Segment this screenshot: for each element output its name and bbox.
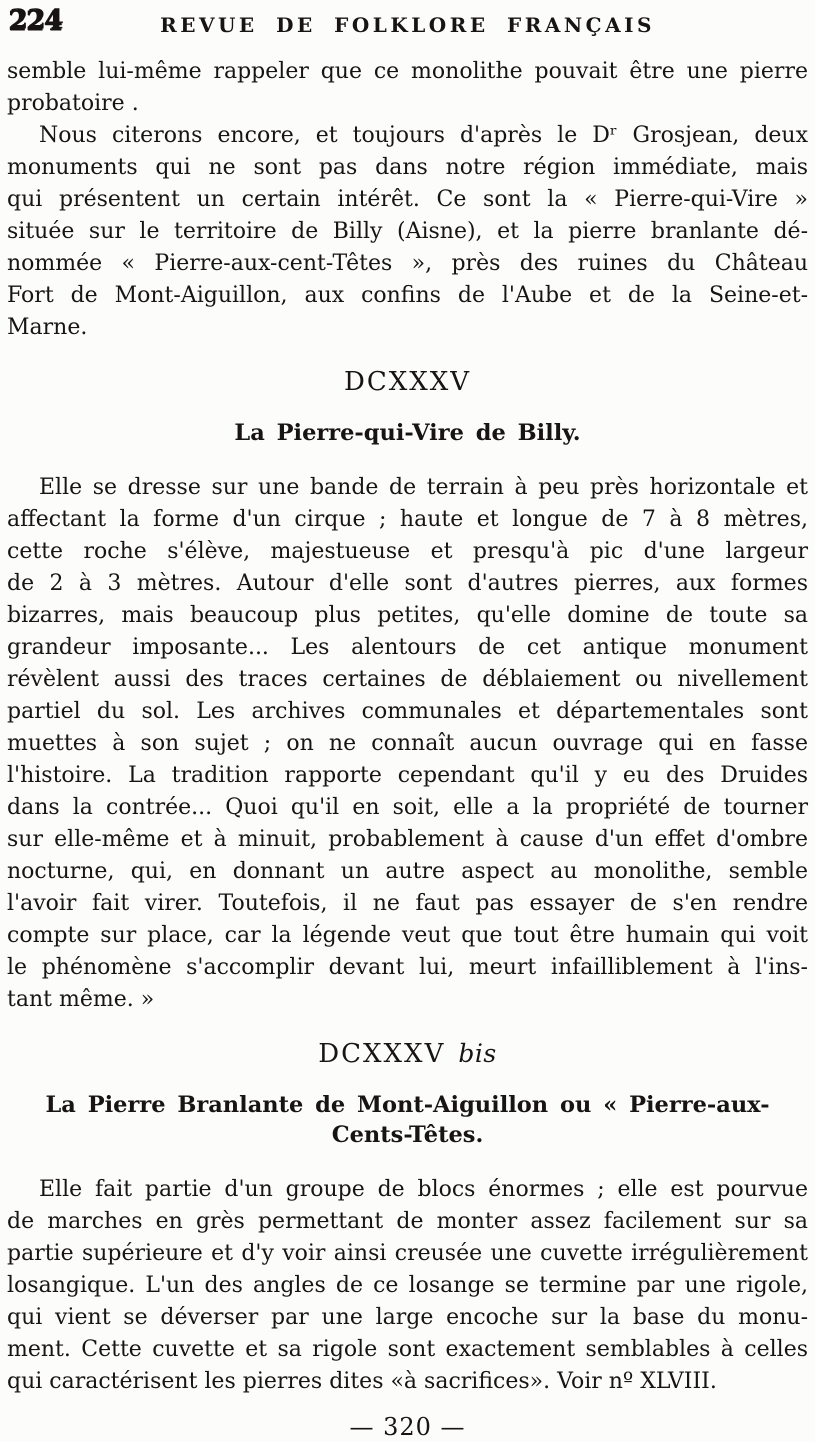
- text-line: Elle se dresse sur une bande de terrain à peu près horizontale et: [39, 475, 808, 500]
- text-line: Fort de Mont-Aiguillon, aux confins de l'Aube et de la Seine-et-: [7, 283, 808, 308]
- section-number-suffix: bis: [458, 1039, 497, 1068]
- text-line: située sur le territoire de Billy (Aisne), et la pierre branlante dé-: [7, 219, 808, 244]
- text-line: de 2 à 3 mètres. Autour d'elle sont d'autres pierres, aux formes: [7, 571, 808, 596]
- text-line: l'avoir fait virer. Toutefois, il ne faut pas essayer de s'en rendre: [7, 891, 808, 916]
- text-line: qui présentent un certain intérêt. Ce sont la « Pierre-qui-Vire »: [7, 187, 808, 212]
- text-line: tant même. »: [7, 987, 155, 1012]
- section-number-text: DCXXXV: [343, 367, 472, 397]
- section-title-pierre-qui-vire: La Pierre-qui-Vire de Billy.: [234, 420, 581, 446]
- section-number-dcxxxv: [7, 364, 808, 400]
- page-number-top: 224: [8, 6, 62, 37]
- text-line: compte sur place, car la légende veut que tout être humain qui voit: [7, 923, 808, 948]
- page-number-bottom: — 320 —: [349, 1413, 466, 1441]
- text-line: qui caractérisent les pierres dites «à sacrifices». Voir nº XLVIII.: [7, 1369, 717, 1394]
- text-line: révèlent aussi des traces certaines de déblaiement ou nivellement: [7, 667, 808, 692]
- text-line: partie supérieure et d'y voir ainsi creusée une cuvette irrégulièrement: [7, 1241, 808, 1266]
- text-line: probatoire .: [7, 91, 139, 116]
- paragraph-pierre-branlante: [7, 1174, 808, 1398]
- text-line: bizarres, mais beaucoup plus petites, qu'elle domine de toute sa: [7, 603, 808, 628]
- text-line: Marne.: [7, 315, 88, 340]
- section-title-pierre-branlante: La Pierre Branlante de Mont-Aiguillon ou « Pierre-aux-Cents-Têtes.: [45, 1092, 770, 1148]
- text-line: dans la contrée... Quoi qu'il en soit, elle a la propriété de tourner: [7, 795, 808, 820]
- paragraph-continuation: [7, 56, 808, 120]
- text-line: cette roche s'élève, majestueuse et presqu'à pic d'une largeur: [7, 539, 808, 564]
- text-line: sur elle-même et à minuit, probablement à cause d'un effet d'ombre: [7, 827, 808, 852]
- paragraph-citations: [7, 120, 808, 344]
- paragraph-pierre-qui-vire: [7, 472, 808, 1016]
- text-line: qui vient se déverser par une large encoche sur la base du monu-: [7, 1305, 808, 1330]
- text-line: losangique. L'un des angles de ce losange se termine par une rigole,: [7, 1273, 808, 1298]
- text-line: semble lui-même rappeler que ce monolithe pouvait être une pierre: [7, 59, 808, 84]
- text-line: nocturne, qui, en donnant un autre aspect au monolithe, semble: [7, 859, 808, 884]
- text-line: monuments qui ne sont pas dans notre région immédiate, mais: [7, 155, 808, 180]
- text-line: de marches en grès permettant de monter assez facilement sur sa: [7, 1209, 808, 1234]
- text-line: le phénomène s'accomplir devant lui, meurt infailliblement à l'ins-: [7, 955, 808, 980]
- running-title: REVUE DE FOLKLORE FRANÇAIS: [160, 13, 655, 37]
- text-line: nommée « Pierre-aux-cent-Têtes », près des ruines du Château: [7, 251, 808, 276]
- section-number-dcxxxv-bis: [7, 1036, 808, 1072]
- text-line: muettes à son sujet ; on ne connaît aucun ouvrage qui en fasse: [7, 731, 808, 756]
- text-line: grandeur imposante... Les alentours de cet antique monument: [7, 635, 808, 660]
- text-line: ment. Cette cuvette et sa rigole sont exactement semblables à celles: [7, 1337, 808, 1362]
- text-line: Nous citerons encore, et toujours d'après le Dʳ Grosjean, deux: [39, 123, 808, 148]
- text-line: Elle fait partie d'un groupe de blocs énormes ; elle est pourvue: [39, 1177, 808, 1202]
- page-header: [7, 8, 808, 44]
- text-line: affectant la forme d'un cirque ; haute et longue de 7 à 8 mètres,: [7, 507, 808, 532]
- text-line: l'histoire. La tradition rapporte cependant qu'il y eu des Druides: [7, 763, 808, 788]
- text-line: partiel du sol. Les archives communales et départementales sont: [7, 699, 808, 724]
- section-number-text: DCXXXV: [318, 1039, 446, 1069]
